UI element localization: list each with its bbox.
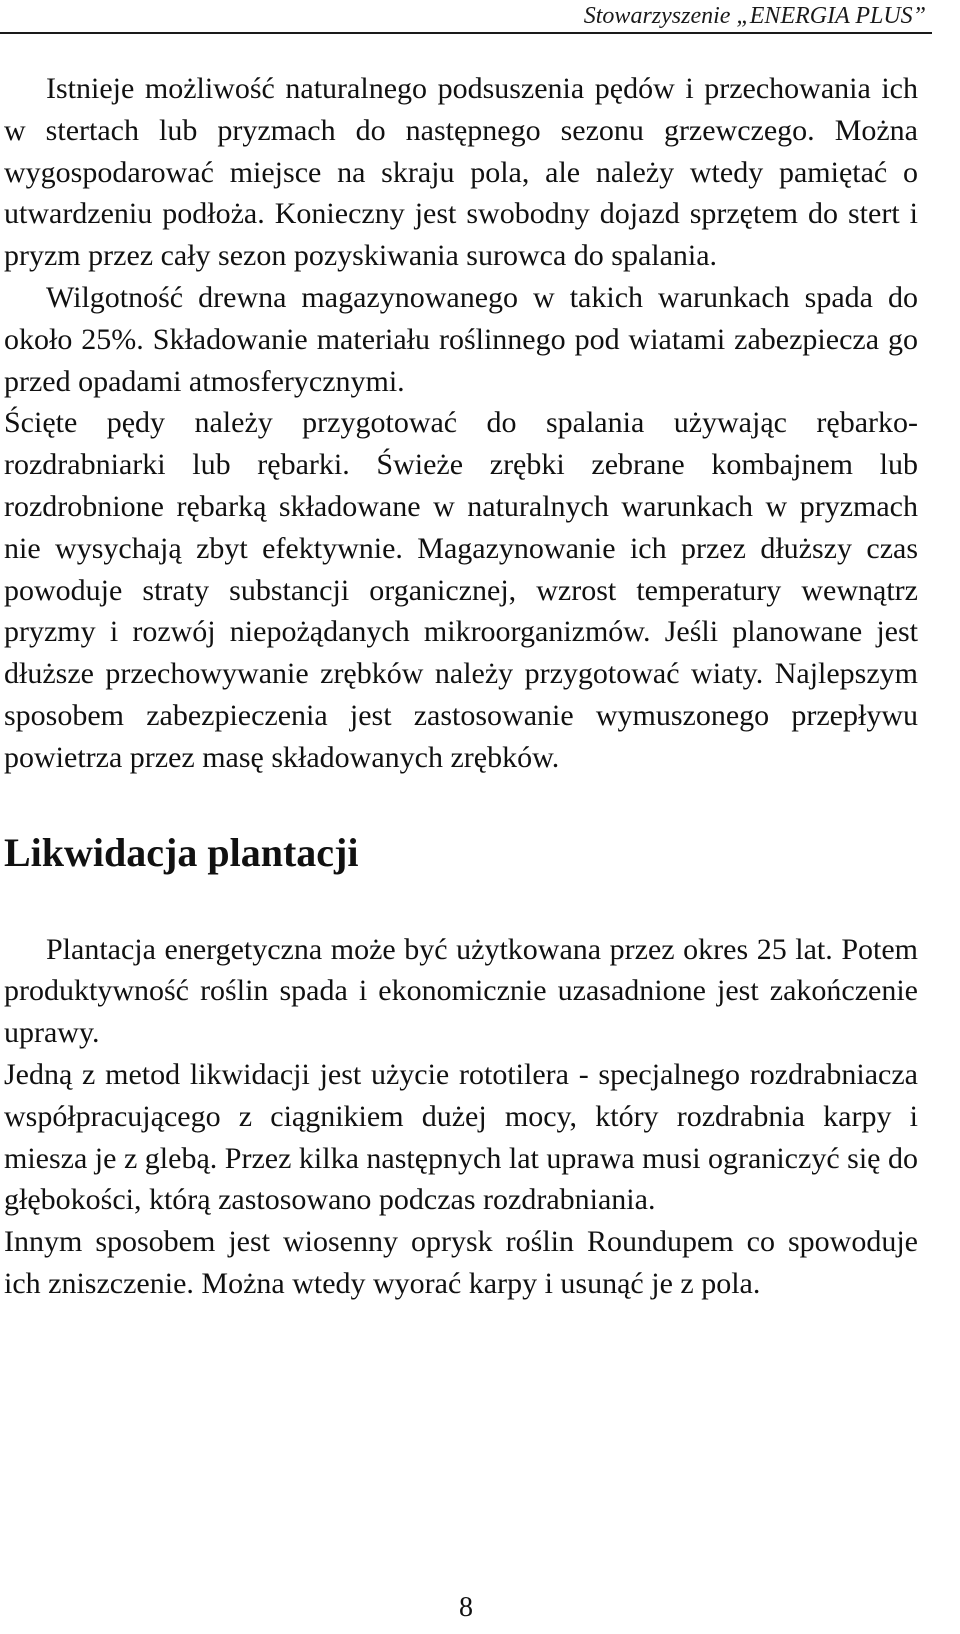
- page-content: [4, 68, 918, 1305]
- header-rule: [0, 32, 932, 34]
- page-number: 8: [459, 1592, 473, 1623]
- body-paragraph-4: Plantacja energetyczna może być użytkowana przez okres 25 lat. Potem produktywność roślin spada i ekonomicznie uzasadnione jest zakończenie uprawy.: [4, 932, 918, 1050]
- body-paragraph-5: Jedną z metod likwidacji jest użycie rototilera - specjalnego rozdrabniacza współpracującego z ciągnikiem dużej mocy, który rozdrabnia karpy i miesza je z glebą. Przez kilka następnych lat uprawa musi ograniczyć się do głębokości, którą zastosowano podczas rozdrabniania.: [4, 1057, 918, 1217]
- body-paragraph-1: Istnieje możliwość naturalnego podsuszenia pędów i przechowania ich w stertach lub pryzmach do następnego sezonu grzewczego. Można wygospodarować miejsce na skraju pola, ale należy wtedy pamiętać o utwardzeniu podłoża. Konieczny jest swobodny dojazd sprzętem do stert i pryzm przez cały sezon pozyskiwania surowca do spalania.: [4, 72, 918, 273]
- body-paragraph-6: Innym sposobem jest wiosenny oprysk roślin Roundupem co spowoduje ich zniszczenie. Można wtedy wyorać karpy i usunąć je z pola.: [4, 1225, 918, 1300]
- running-header: Stowarzyszenie „ENERGIA PLUS”: [583, 3, 926, 29]
- body-paragraph-2: Wilgotność drewna magazynowanego w takich warunkach spada do około 25%. Składowanie materiału roślinnego pod wiatami zabezpiecza go przed opadami atmosferycznymi.: [4, 280, 918, 398]
- body-paragraph-3: Ścięte pędy należy przygotować do spalania używając rębarko-rozdrabniarki lub rębarki. Świeże zrębki zebrane kombajnem lub rozdrobnione rębarką składowane w naturalnych warunkach w pryzmach nie wysychają zbyt efektywnie. Magazynowanie ich przez dłuższy czas powoduje straty substancji organicznej, wzrost temperatury wewnątrz pryzmy i rozwój niepożądanych mikroorganizmów. Jeśli planowane jest dłuższe przechowywanie zrębków należy przygotować wiaty. Najlepszym sposobem zabezpieczenia jest zastosowanie wymuszonego przepływu powietrza przez masę składowanych zrębków.: [4, 406, 918, 774]
- section-heading: Likwidacja plantacji: [4, 829, 359, 875]
